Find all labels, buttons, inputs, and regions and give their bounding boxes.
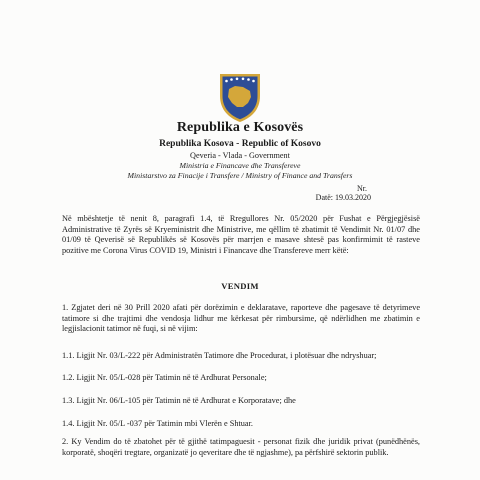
kosovo-coat-of-arms-icon xyxy=(213,70,267,124)
point-2-paragraph: 2. Ky Vendim do të zbatohet për të gjithë tatimpaguesit - personat fizik dhe juridik privat (punëdhënës, korporatë, shoqëri tregtare, organizatë jo qeveritare dhe të ngjashme), pa përfshirë sektorin publik. xyxy=(62,437,420,457)
document-date: Datë: 19.03.2020 xyxy=(315,193,371,202)
government-label: Qeveria - Vlada - Government xyxy=(190,151,290,160)
sub-item-1-4: 1.4. Ligjit Nr. 05/L -037 për Tatimin mbi Vlerën e Shtuar. xyxy=(62,419,253,428)
ministry-name-serbian-english: Ministarstvo za Finacije i Transfere / Ministry of Finance and Transfers xyxy=(127,171,353,180)
ministry-name-albanian: Ministria e Financave dhe Transfereve xyxy=(179,161,301,170)
sub-item-1-3: 1.3. Ligjit Nr. 06/L-105 për Tatimin në të Ardhurat e Korporatave; dhe xyxy=(62,396,296,405)
republic-multilingual-title: Republika Kosova - Republic of Kosovo xyxy=(159,139,321,149)
intro-paragraph: Në mbështetje të nenit 8, paragrafi 1.4, të Rregullores Nr. 05/2020 për Fushat e Përgjegjësisë Administrative të Zyrës së Kryeministrit dhe Ministrive, me qëllim të zbatimit të Vendimit Nr. 01/07 dhe 01/09 të Qeverisë së Republikës së Kosovës për marrjen e masave shtesë pas konfirmimit të rasteve pozitive me Corona Virus COVID 19, Ministri i Financave dhe Transfereve merr këtë: xyxy=(62,214,420,255)
republic-title: Republika e Kosovës xyxy=(176,120,304,135)
point-1-paragraph: 1. Zgjatet deri në 30 Prill 2020 afati për dorëzimin e deklaratave, raporteve dhe pagesave të detyrimeve tatimore si dhe trajtimi dhe vendosja lidhur me kërkesat për rimbursime, që ndërlidhen me zbatimin e legjislacionit tatimor në fuqi, si në vijim: xyxy=(62,303,420,334)
sub-item-1-1: 1.1. Ligjit Nr. 03/L-222 për Administratën Tatimore dhe Procedurat, i plotësuar dhe ndryshuar; xyxy=(62,351,377,360)
decision-heading: VENDIM xyxy=(221,281,259,291)
reference-number-label: Nr. xyxy=(357,184,367,193)
sub-item-1-2: 1.2. Ligjit Nr. 05/L-028 për Tatimin në të Ardhurat Personale; xyxy=(62,373,267,382)
